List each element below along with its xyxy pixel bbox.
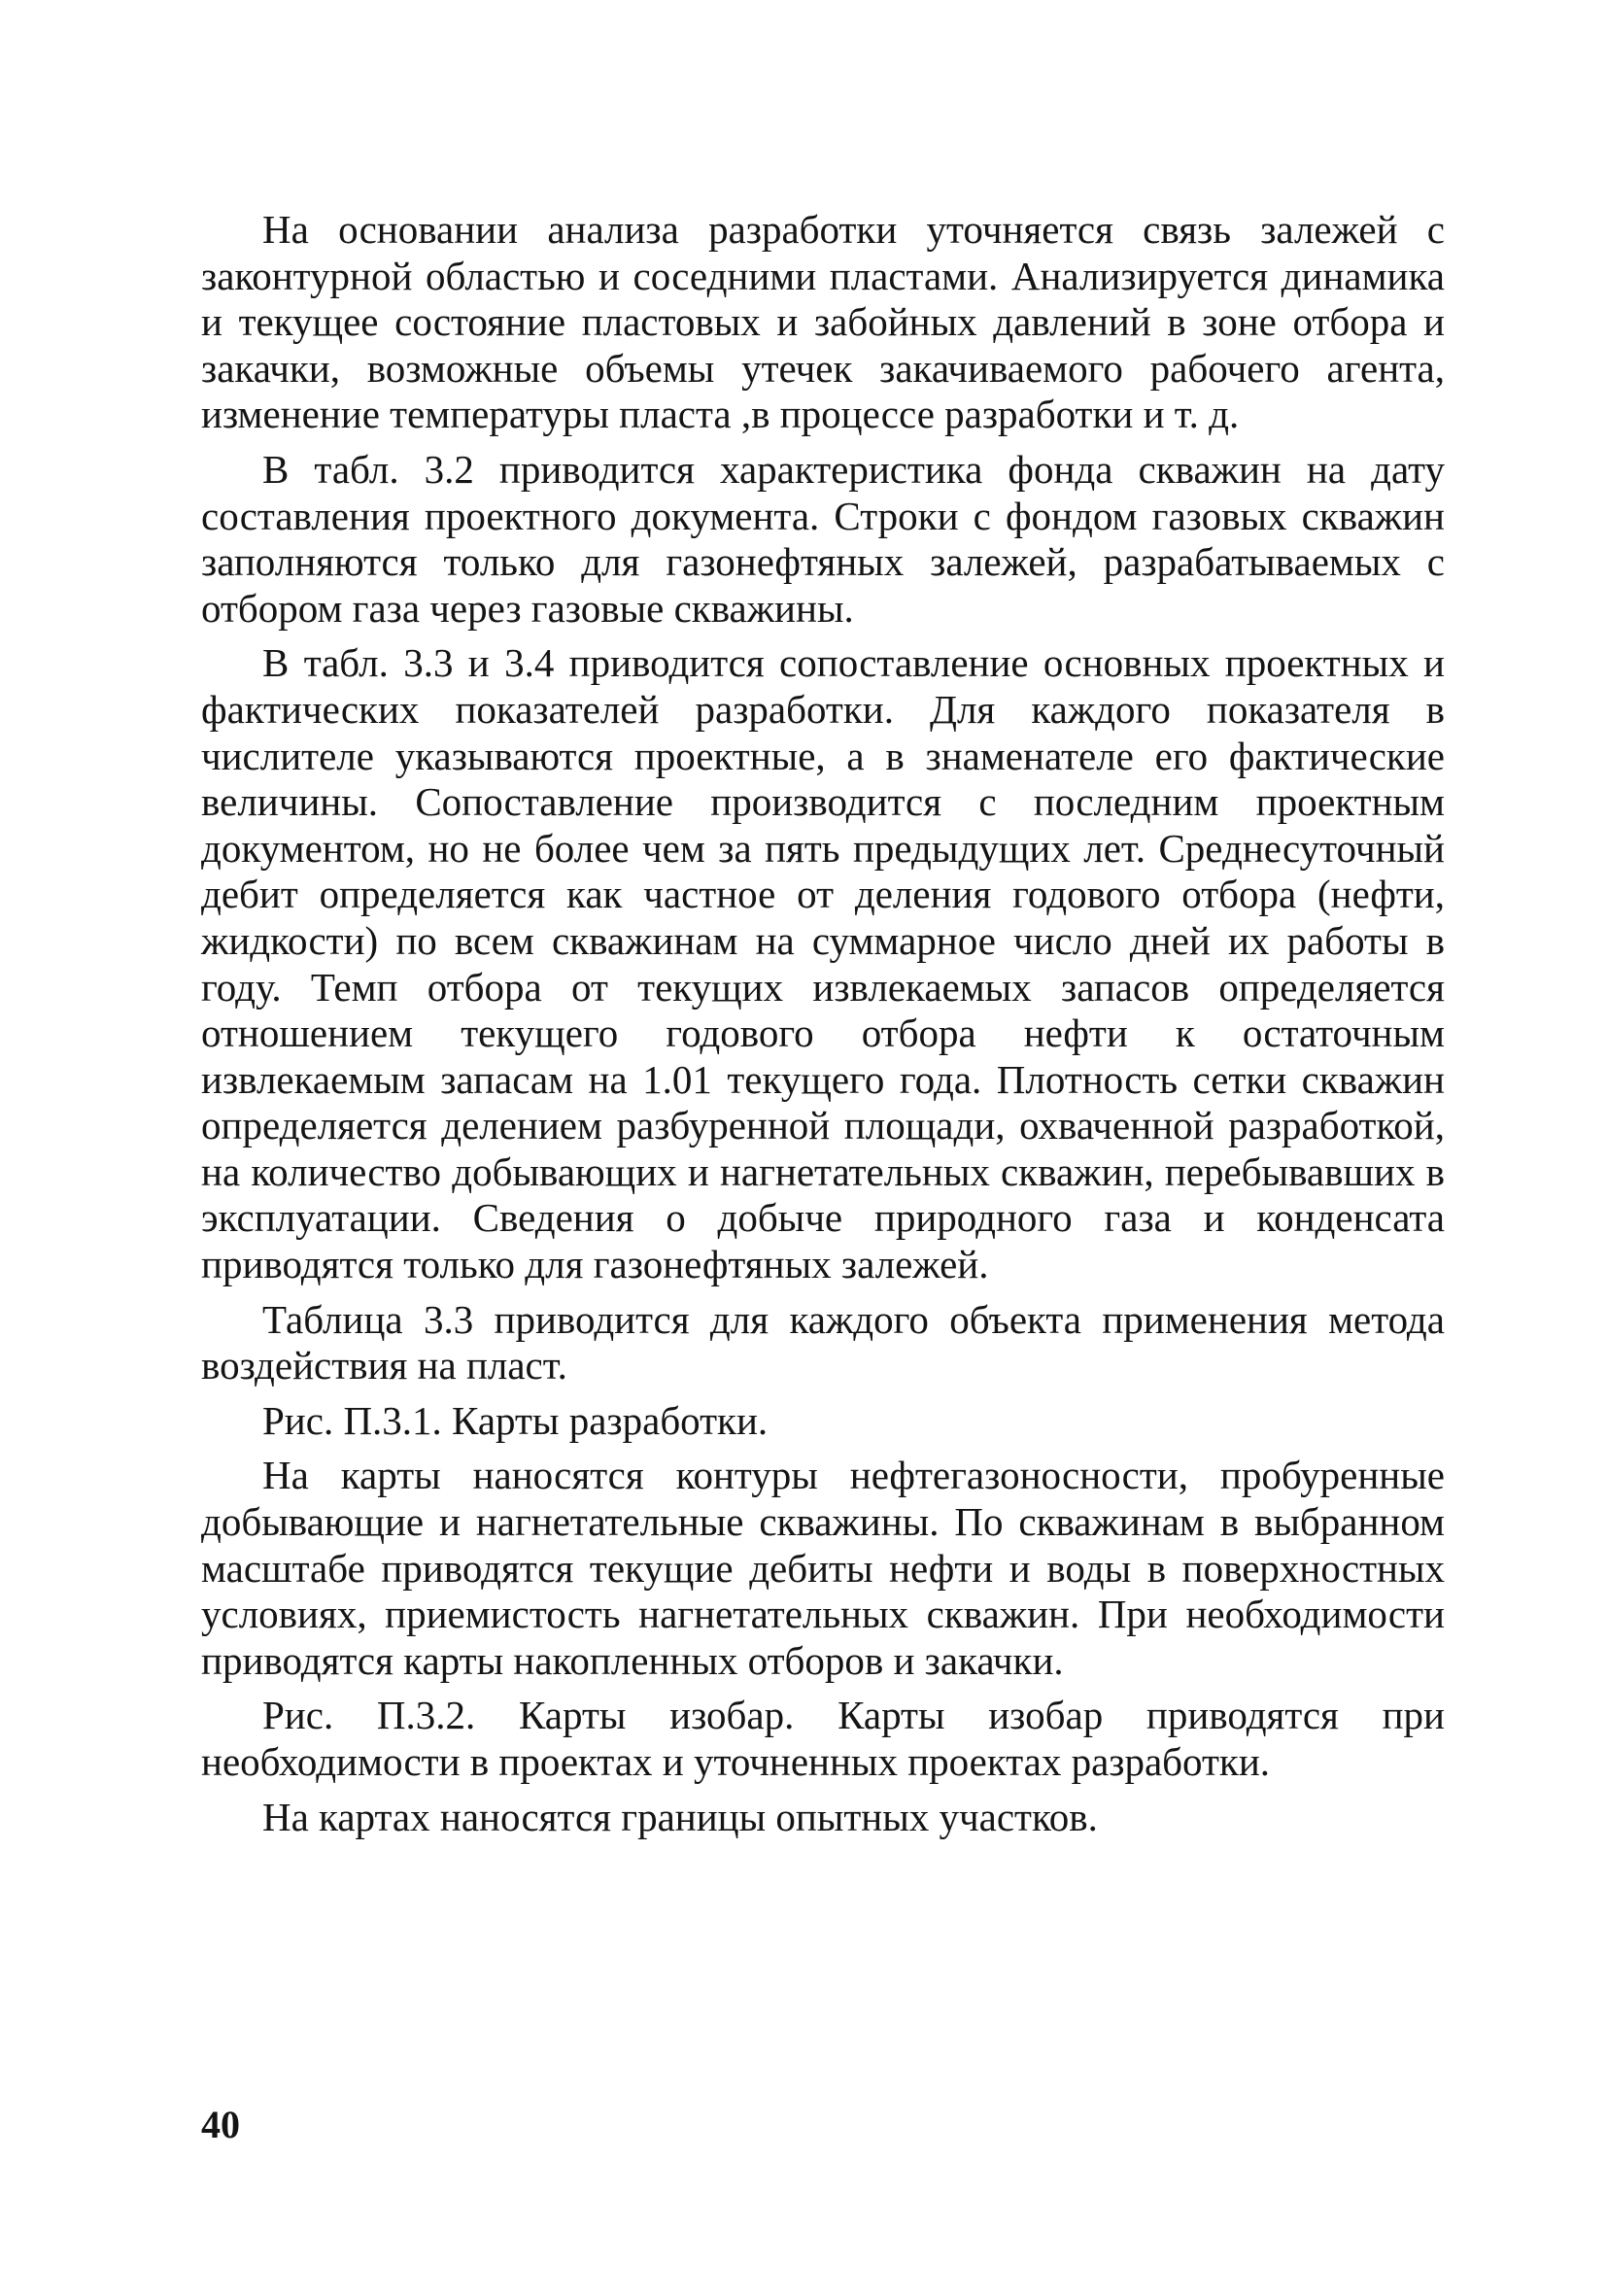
paragraph: В табл. 3.3 и 3.4 приводится сопоставление основных проектных и фактических показателей разработки. Для каждого показателя в числителе указываются проектные, а в знаменателе его фактические величины. Сопоставление производится с последним проектным документом, но не более чем за пять предыдущих лет. Среднесуточный дебит определяется как частное от деления годового отбора (нефти, жидкости) по всем скважинам на суммарное число дней их работы в году. Темп отбора от текущих извлекаемых запасов определяется отношением текущего годового отбора нефти к остаточным извлекаемым запасам на 1.01 текущего года. Плотность сетки скважин определяется делением разбуренной площади, охваченной разработкой, на количество добывающих и нагнетательных скважин, перебывавших в эксплуатации. Сведения о добыче природного газа и конденсата приводятся только для газонефтяных залежей. bbox=[201, 640, 1445, 1287]
page-number: 40 bbox=[201, 2103, 240, 2146]
paragraph: На основании анализа разработки уточняется связь залежей с законтурной областью и соседними пластами. Анализируется динамика и текущее состояние пластовых и забойных давлений в зоне отбора и закачки, возможные объемы утечек закачиваемого рабочего агента, изменение температуры пласта ,в процессе разработки и т. д. bbox=[201, 207, 1445, 437]
paragraph: Таблица 3.3 приводится для каждого объекта применения метода воздействия на пласт. bbox=[201, 1296, 1445, 1388]
figure-caption: Рис. П.3.2. Карты изобар. Карты изобар приводятся при необходимости в проектах и уточненных проектах разработки. bbox=[201, 1693, 1445, 1784]
body-text bbox=[201, 207, 1445, 1849]
figure-caption: Рис. П.3.1. Карты разработки. bbox=[262, 1397, 769, 1443]
paragraph: В табл. 3.2 приводится характеристика фонда скважин на дату составления проектного документа. Строки с фондом газовых скважин заполняются только для газонефтяных залежей, разрабатываемых с отбором газа через газовые скважины. bbox=[201, 446, 1445, 631]
paragraph: На карты наносятся контуры нефтегазоносности, пробуренные добывающие и нагнетательные скважины. По скважинам в выбранном масштабе приводятся текущие дебиты нефти и воды в поверхностных условиях, приемистость нагнетательных скважин. При необходимости приводятся карты накопленных отборов и закачки. bbox=[201, 1453, 1445, 1683]
paragraph: На картах наносятся границы опытных участков. bbox=[262, 1794, 1098, 1839]
